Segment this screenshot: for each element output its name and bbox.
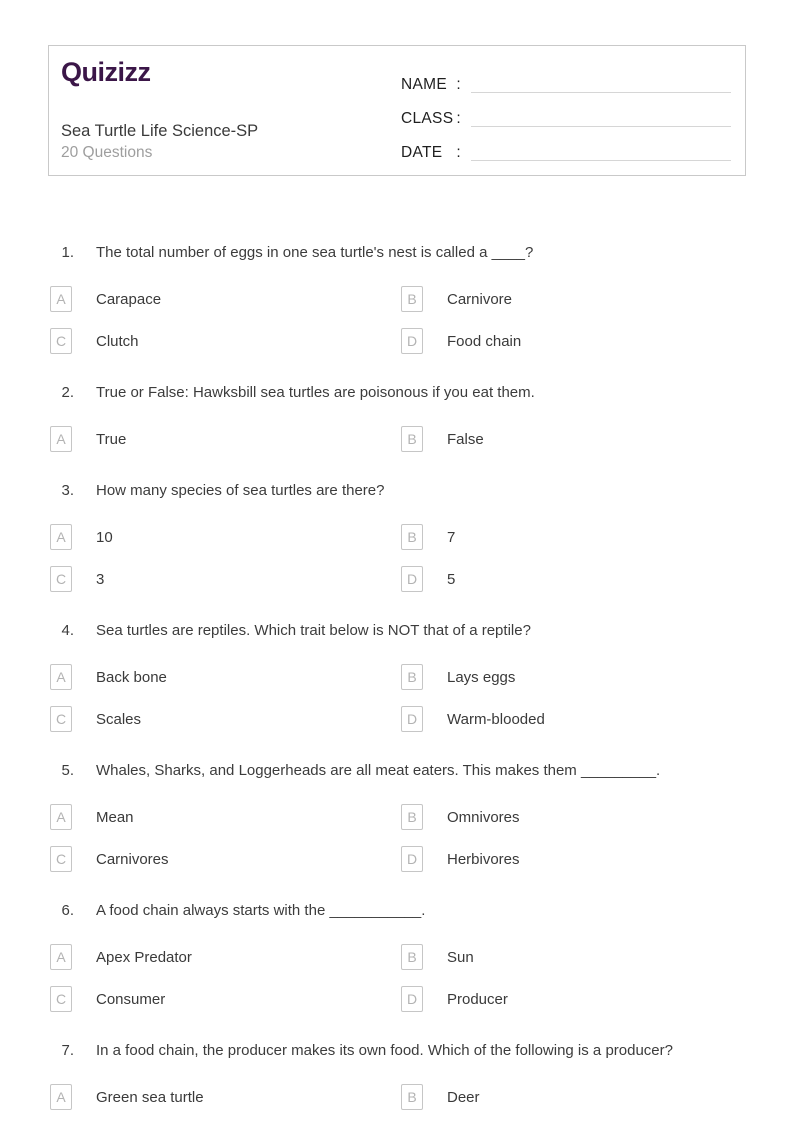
name-label-colon: : <box>456 76 461 93</box>
option-label: 10 <box>96 528 113 546</box>
answer-option <box>399 286 746 312</box>
question-number: 6. <box>61 902 74 919</box>
option-letter-box[interactable]: C <box>50 566 72 592</box>
date-field-row <box>401 128 731 162</box>
option-label: Herbivores <box>447 850 520 868</box>
option-label: Scales <box>96 710 142 728</box>
options-grid <box>48 804 746 872</box>
option-letter-box[interactable]: D <box>401 986 423 1012</box>
option-label: Deer <box>447 1088 480 1106</box>
option-letter-box[interactable]: A <box>50 944 72 970</box>
question-head <box>48 621 746 641</box>
option-label: 7 <box>447 528 456 546</box>
answer-option <box>48 986 399 1012</box>
answer-option <box>48 846 399 872</box>
answer-option <box>399 426 746 452</box>
quizizz-logo: Quizizz <box>61 57 151 87</box>
option-letter-box[interactable]: C <box>50 986 72 1012</box>
option-letter-box[interactable]: C <box>50 706 72 732</box>
option-letter-box[interactable]: B <box>401 944 423 970</box>
answer-option <box>48 944 399 970</box>
option-label: Omnivores <box>447 808 520 826</box>
name-field-row <box>401 60 731 94</box>
question-text: In a food chain, the producer makes its own food. Which of the following is a producer? <box>96 1042 673 1059</box>
option-label: Clutch <box>96 332 139 350</box>
answer-option <box>48 706 399 732</box>
option-label: Producer <box>447 990 508 1008</box>
option-letter-box[interactable]: A <box>50 1084 72 1110</box>
option-letter-box[interactable]: B <box>401 1084 423 1110</box>
question-text: Sea turtles are reptiles. Which trait below is NOT that of a reptile? <box>96 622 531 639</box>
answer-option <box>48 286 399 312</box>
name-label <box>401 75 461 94</box>
class-label <box>401 109 461 128</box>
option-label: Warm-blooded <box>447 710 545 728</box>
option-label: Green sea turtle <box>96 1088 204 1106</box>
option-letter-box[interactable]: B <box>401 286 423 312</box>
quiz-title: Sea Turtle Life Science-SP <box>61 122 259 140</box>
answer-option <box>399 566 746 592</box>
option-letter-box[interactable]: B <box>401 524 423 550</box>
question-head <box>48 901 746 921</box>
answer-option <box>48 1084 399 1110</box>
option-label: 5 <box>447 570 456 588</box>
question-number: 2. <box>61 384 74 401</box>
name-input-line[interactable] <box>471 73 731 93</box>
question-number: 3. <box>61 482 74 499</box>
question-block <box>48 243 746 354</box>
answer-option <box>399 944 746 970</box>
quiz-title-block <box>61 121 258 163</box>
question-number: 4. <box>61 622 74 639</box>
worksheet-header-card <box>48 45 746 176</box>
options-grid <box>48 1084 746 1110</box>
date-label <box>401 143 461 162</box>
question-list <box>48 243 746 1139</box>
question-head <box>48 481 746 501</box>
answer-option <box>399 524 746 550</box>
option-letter-box[interactable]: D <box>401 328 423 354</box>
option-label: False <box>447 430 484 448</box>
options-grid <box>48 664 746 732</box>
option-label: Back bone <box>96 668 167 686</box>
answer-option <box>48 664 399 690</box>
option-label: Consumer <box>96 990 166 1008</box>
option-letter-box[interactable]: A <box>50 804 72 830</box>
option-letter-box[interactable]: B <box>401 804 423 830</box>
question-text: The total number of eggs in one sea turtle's nest is called a ____? <box>96 244 534 261</box>
date-label-colon: : <box>456 144 461 161</box>
question-text: Whales, Sharks, and Loggerheads are all meat eaters. This makes them _________. <box>96 762 661 779</box>
option-letter-box[interactable]: B <box>401 664 423 690</box>
answer-option <box>399 986 746 1012</box>
answer-option <box>48 426 399 452</box>
class-label-colon: : <box>456 110 461 127</box>
option-letter-box[interactable]: A <box>50 524 72 550</box>
answer-option <box>399 804 746 830</box>
question-head <box>48 1041 746 1061</box>
answer-option <box>399 328 746 354</box>
option-letter-box[interactable]: C <box>50 328 72 354</box>
option-label: Lays eggs <box>447 668 516 686</box>
answer-option <box>399 1084 746 1110</box>
question-number: 7. <box>61 1042 74 1059</box>
question-text: A food chain always starts with the ___________. <box>96 902 426 919</box>
options-grid <box>48 524 746 592</box>
question-text: How many species of sea turtles are there? <box>96 482 385 499</box>
question-head <box>48 761 746 781</box>
question-head <box>48 383 746 403</box>
option-label: Carnivore <box>447 290 513 308</box>
question-count: 20 Questions <box>61 144 153 161</box>
option-letter-box[interactable]: A <box>50 286 72 312</box>
answer-option <box>48 328 399 354</box>
student-fields <box>401 57 731 163</box>
question-text: True or False: Hawksbill sea turtles are poisonous if you eat them. <box>96 384 535 401</box>
class-label-text: CLASS <box>401 110 454 127</box>
option-letter-box[interactable]: D <box>401 566 423 592</box>
option-label: Carapace <box>96 290 162 308</box>
option-label: Mean <box>96 808 134 826</box>
option-label: Food chain <box>447 332 522 350</box>
question-head <box>48 243 746 263</box>
question-number: 1. <box>61 244 74 261</box>
question-block <box>48 481 746 592</box>
option-letter-box[interactable]: A <box>50 664 72 690</box>
answer-option <box>48 804 399 830</box>
answer-option <box>399 706 746 732</box>
option-label: Sun <box>447 948 474 966</box>
option-label: True <box>96 430 127 448</box>
option-label: Apex Predator <box>96 948 192 966</box>
answer-option <box>48 524 399 550</box>
options-grid <box>48 286 746 354</box>
question-block <box>48 621 746 732</box>
question-block <box>48 901 746 1012</box>
question-block <box>48 383 746 452</box>
date-input-line[interactable] <box>471 141 731 161</box>
question-number: 5. <box>61 762 74 779</box>
option-label: Carnivores <box>96 850 169 868</box>
option-letter-box[interactable]: D <box>401 846 423 872</box>
answer-option <box>399 846 746 872</box>
question-block <box>48 1041 746 1110</box>
option-letter-box[interactable]: D <box>401 706 423 732</box>
answer-option <box>399 664 746 690</box>
header-left <box>61 57 258 163</box>
class-input-line[interactable] <box>471 107 731 127</box>
question-block <box>48 761 746 872</box>
options-grid <box>48 426 746 452</box>
name-label-text: NAME <box>401 76 447 93</box>
option-letter-box[interactable]: B <box>401 426 423 452</box>
date-label-text: DATE <box>401 144 443 161</box>
option-letter-box[interactable]: A <box>50 426 72 452</box>
option-label: 3 <box>96 570 105 588</box>
options-grid <box>48 944 746 1012</box>
class-field-row <box>401 94 731 128</box>
answer-option <box>48 566 399 592</box>
option-letter-box[interactable]: C <box>50 846 72 872</box>
